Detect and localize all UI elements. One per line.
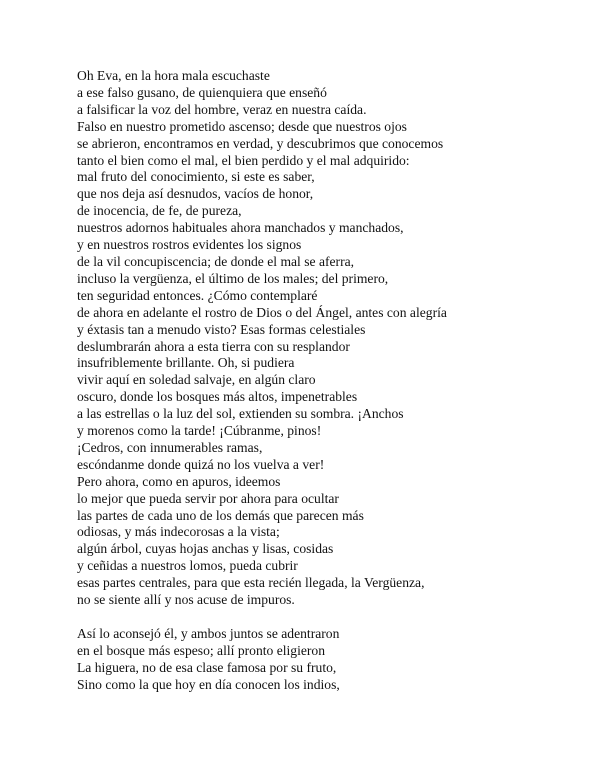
- poem-line: Sino como la que hoy en día conocen los indios,: [77, 676, 340, 692]
- poem-line: insufriblemente brillante. Oh, si pudiera: [77, 355, 295, 371]
- poem-line: incluso la vergüenza, el último de los males; del primero,: [77, 270, 389, 286]
- poem-line: y en nuestros rostros evidentes los signos: [77, 237, 302, 253]
- poem-line: las partes de cada uno de los demás que parecen más: [77, 507, 364, 523]
- poem-line: a las estrellas o la luz del sol, extienden su sombra. ¡Anchos: [77, 406, 404, 422]
- poem-line: vivir aquí en soledad salvaje, en algún claro: [77, 372, 316, 388]
- poem-line: La higuera, no de esa clase famosa por su fruto,: [77, 659, 337, 675]
- poem-line: oscuro, donde los bosques más altos, impenetrables: [77, 389, 358, 405]
- poem-line: odiosas, y más indecorosas a la vista;: [77, 524, 280, 540]
- poem-line: de ahora en adelante el rostro de Dios o del Ángel, antes con alegría: [77, 304, 447, 320]
- poem-line: tanto el bien como el mal, el bien perdido y el mal adquirido:: [77, 152, 410, 168]
- poem-line: y morenos como la tarde! ¡Cúbranme, pinos!: [77, 423, 322, 439]
- poem-line: Pero ahora, como en apuros, ideemos: [77, 473, 281, 489]
- poem-line: de la vil concupiscencia; de donde el mal se aferra,: [77, 253, 355, 269]
- poem-line: y éxtasis tan a menudo visto? Esas formas celestiales: [77, 321, 366, 337]
- poem-line: de inocencia, de fe, de pureza,: [77, 203, 242, 219]
- poem-line: mal fruto del conocimiento, si este es saber,: [77, 169, 315, 185]
- poem-line: a ese falso gusano, de quienquiera que enseñó: [77, 84, 327, 100]
- poem-line: se abrieron, encontramos en verdad, y descubrimos que conocemos: [77, 135, 444, 151]
- poem-line: lo mejor que pueda servir por ahora para ocultar: [77, 490, 339, 506]
- poem-text: [77, 68, 577, 694]
- poem-line: deslumbrarán ahora a esta tierra con su resplandor: [77, 338, 350, 354]
- poem-line: a falsificar la voz del hombre, veraz en nuestra caída.: [77, 101, 367, 117]
- poem-line: y ceñidas a nuestros lomos, pueda cubrir: [77, 558, 298, 574]
- poem-line: ¡Cedros, con innumerables ramas,: [77, 439, 263, 455]
- stanza-2: [77, 626, 577, 694]
- stanza-1: [77, 68, 577, 609]
- poem-line: esas partes centrales, para que esta recién llegada, la Vergüenza,: [77, 575, 425, 591]
- poem-line: escóndanme donde quizá no los vuelva a ver!: [77, 456, 325, 472]
- poem-line: en el bosque más espeso; allí pronto eligieron: [77, 642, 326, 658]
- poem-line: que nos deja así desnudos, vacíos de honor,: [77, 186, 314, 202]
- poem-line: algún árbol, cuyas hojas anchas y lisas, cosidas: [77, 541, 334, 557]
- poem-line: Así lo aconsejó él, y ambos juntos se adentraron: [77, 626, 340, 641]
- poem-line: ten seguridad entonces. ¿Cómo contemplaré: [77, 287, 318, 303]
- poem-line: no se siente allí y nos acuse de impuros.: [77, 592, 295, 608]
- poem-line: nuestros adornos habituales ahora manchados y manchados,: [77, 220, 404, 236]
- poem-line: Falso en nuestro prometido ascenso; desde que nuestros ojos: [77, 118, 407, 134]
- poem-line: Oh Eva, en la hora mala escuchaste: [77, 68, 270, 83]
